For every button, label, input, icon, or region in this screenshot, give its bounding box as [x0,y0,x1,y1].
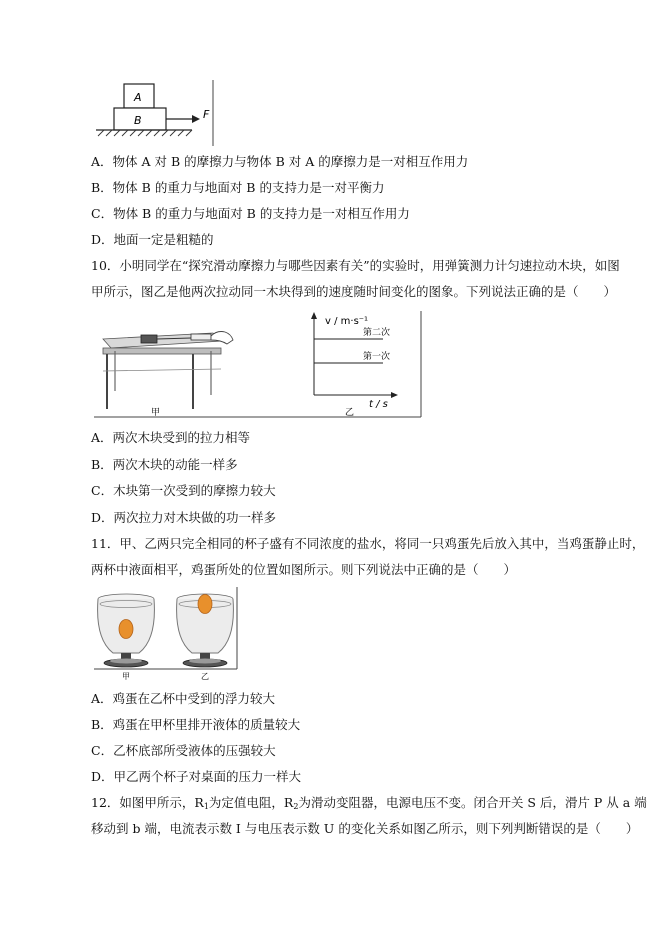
egg-yi [198,595,212,614]
q12-text-a: 12．如图甲所示，R [91,795,204,810]
q11-option-c: C．乙杯底部所受液体的压强较大 [91,743,276,758]
q10-option-d: D．两次拉力对木块做的功一样多 [91,510,277,525]
glass-jia [98,594,155,667]
q11-option-b: B．鸡蛋在甲杯里排开液体的质量较大 [91,717,301,732]
table-apparatus [103,332,233,410]
q12-stem-line2: 移动到 b 端，电流表示数 I 与电压表示数 U 的变化关系如图乙所示，则下列判断错误的是（ ） [91,821,639,836]
q11-stem-line1: 11．甲、乙两只完全相同的杯子盛有不同浓度的盐水，将同一只鸡蛋先后放入其中，当鸡蛋静止时， [91,536,645,551]
q9-option-a: A．物体 A 对 B 的摩擦力与物体 B 对 A 的摩擦力是一对相互作用力 [91,154,469,169]
q12-text-c: 为滑动变阻器，电源电压不变。闭合开关 S 后，滑片 P 从 a 端 [298,795,647,810]
q10-stem-line1: 10．小明同学在“探究滑动摩擦力与哪些因素有关”的实验时，用弹簧测力计匀速拉动木块，如图 [91,258,620,273]
q10-option-a: A．两次木块受到的拉力相等 [91,430,251,445]
label-yi: 乙 [345,408,355,418]
r1-subscript: 1 [203,802,209,811]
glass-yi [177,594,234,667]
q12-text-b: 为定值电阻，R [208,795,294,810]
q11-figure [93,587,238,683]
glass-label-yi: 乙 [201,672,209,681]
force-label: F [203,108,210,121]
q11-option-d: D．甲乙两个杯子对桌面的压力一样大 [91,769,302,784]
x-axis-label: t / s [369,399,388,410]
block-b-label: B [134,114,142,127]
line-second-label: 第二次 [363,328,391,338]
egg-jia [119,620,133,639]
q9-option-d: D．地面一定是粗糙的 [91,232,214,247]
blocks-figure [92,80,217,146]
line-first-label: 第一次 [363,352,391,362]
r2-subscript: 2 [293,802,299,811]
q12-stem-line1 [91,795,647,815]
q10-figure [93,311,423,419]
q10-option-c: C．木块第一次受到的摩擦力较大 [91,483,276,498]
ground-hatch [98,130,192,136]
q9-option-c: C．物体 B 的重力与地面对 B 的支持力是一对相互作用力 [91,206,410,221]
velocity-time-graph [311,312,398,410]
q11-stem-line2: 两杯中液面相平，鸡蛋所处的位置如图所示。则下列说法中正确的是（ ） [91,562,517,577]
glass-label-jia: 甲 [122,672,130,681]
label-jia: 甲 [151,408,161,418]
q11-option-a: A．鸡蛋在乙杯中受到的浮力较大 [91,691,276,706]
block-a-label: A [134,91,142,104]
y-axis-label: v / m·s⁻¹ [325,316,369,327]
q9-option-b: B．物体 B 的重力与地面对 B 的支持力是一对平衡力 [91,180,385,195]
q10-option-b: B．两次木块的动能一样多 [91,457,238,472]
q10-stem-line2: 甲所示，图乙是他两次拉动同一木块得到的速度随时间变化的图象。下列说法正确的是（ ） [91,284,617,299]
